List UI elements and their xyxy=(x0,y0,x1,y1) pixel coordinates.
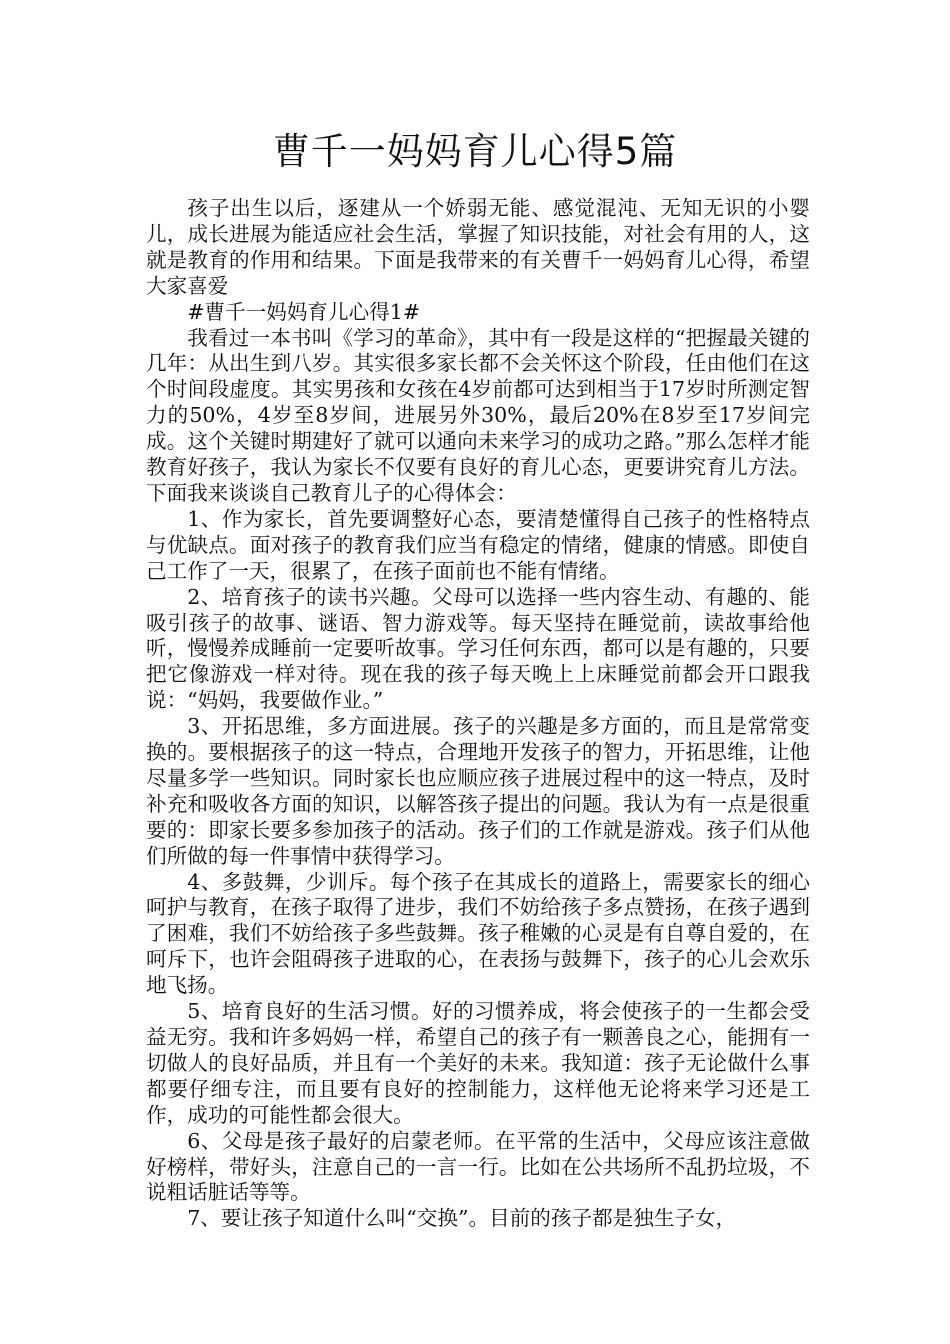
section-heading: #曹千一妈妈育儿心得1# xyxy=(187,299,421,324)
paragraph-point-2: 2、培育孩子的读书兴趣。父母可以选择一些内容生动、有趣的、能吸引孩子的故事、谜语、智力游戏等。每天坚持在睡觉前，读故事给他听，慢慢养成睡前一定要听故事。学习任何东西，都可以是有趣的，只要把它像游戏一样对待。现在我的孩子每天晚上上床睡觉前都会开口跟我说：“妈妈，我要做作业。” xyxy=(146,584,810,713)
paragraph-point-5: 5、培育良好的生活习惯。好的习惯养成，将会使孩子的一生都会受益无穷。我和许多妈妈一样，希望自己的孩子有一颗善良之心，能拥有一切做人的良好品质，并且有一个美好的未来。我知道：孩子无论做什么事都要仔细专注，而且要有良好的控制能力，这样他无论将来学习还是工作，成功的可能性都会很大。 xyxy=(146,999,810,1127)
paragraph-point-6: 6、父母是孩子最好的启蒙老师。在平常的生活中，父母应该注意做好榜样，带好头，注意自己的一言一行。比如在公共场所不乱扔垃圾，不说粗话脏话等等。 xyxy=(146,1128,810,1205)
paragraph-intro: 孩子出生以后，逐建从一个娇弱无能、感觉混沌、无知无识的小婴儿，成长进展为能适应社会生活，掌握了知识技能，对社会有用的人，这就是教育的作用和结果。下面是我带来的有关曹千一妈妈育儿心得，希望大家喜爱 xyxy=(146,196,810,298)
paragraph-point-4: 4、多鼓舞，少训斥。每个孩子在其成长的道路上，需要家长的细心呵护与教育，在孩子取得了进步，我们不妨给孩子多点赞扬，在孩子遇到了困难，我们不妨给孩子多些鼓舞。孩子稚嫩的心灵是有自尊自爱的，在呵斥下，也许会阻碍孩子进取的心，在表扬与鼓舞下，孩子的心儿会欢乐地飞扬。 xyxy=(146,869,810,998)
paragraph-point-3: 3、开拓思维，多方面进展。孩子的兴趣是多方面的，而且是常常变换的。要根据孩子的这一特点，合理地开发孩子的智力，开拓思维，让他尽量多学一些知识。同时家长也应顺应孩子进展过程中的这一特点，及时补充和吸收各方面的知识，以解答孩子提出的问题。我认为有一点是很重要的：即家长要多参加孩子的活动。孩子们的工作就是游戏。孩子们从他们所做的每一件事情中获得学习。 xyxy=(146,714,810,868)
document-body xyxy=(146,196,810,1232)
document-title: 曹千一妈妈育儿心得5篇 xyxy=(272,130,678,173)
paragraph-book-quote: 我看过一本书叫《学习的革命》，其中有一段是这样的“把握最关键的几年：从出生到八岁。其实很多家长都不会关怀这个阶段，任由他们在这个时间段虚度。其实男孩和女孩在4岁前都可达到相当于17岁时所测定智力的50%，4岁至8岁间，进展另外30%，最后20%在8岁至17岁间完成。这个关键时期建好了就可以通向未来学习的成功之路。”那么怎样才能教育好孩子，我认为家长不仅要有良好的育儿心态，更要讲究育儿方法。下面我来谈谈自己教育儿子的心得体会： xyxy=(146,325,810,505)
paragraph-point-7: 7、要让孩子知道什么叫“交换”。目前的孩子都是独生子女， xyxy=(187,1206,737,1231)
paragraph-point-1: 1、作为家长，首先要调整好心态，要清楚懂得自己孩子的性格特点与优缺点。面对孩子的教育我们应当有稳定的情绪，健康的情感。即使自己工作了一天，很累了，在孩子面前也不能有情绪。 xyxy=(146,506,810,583)
